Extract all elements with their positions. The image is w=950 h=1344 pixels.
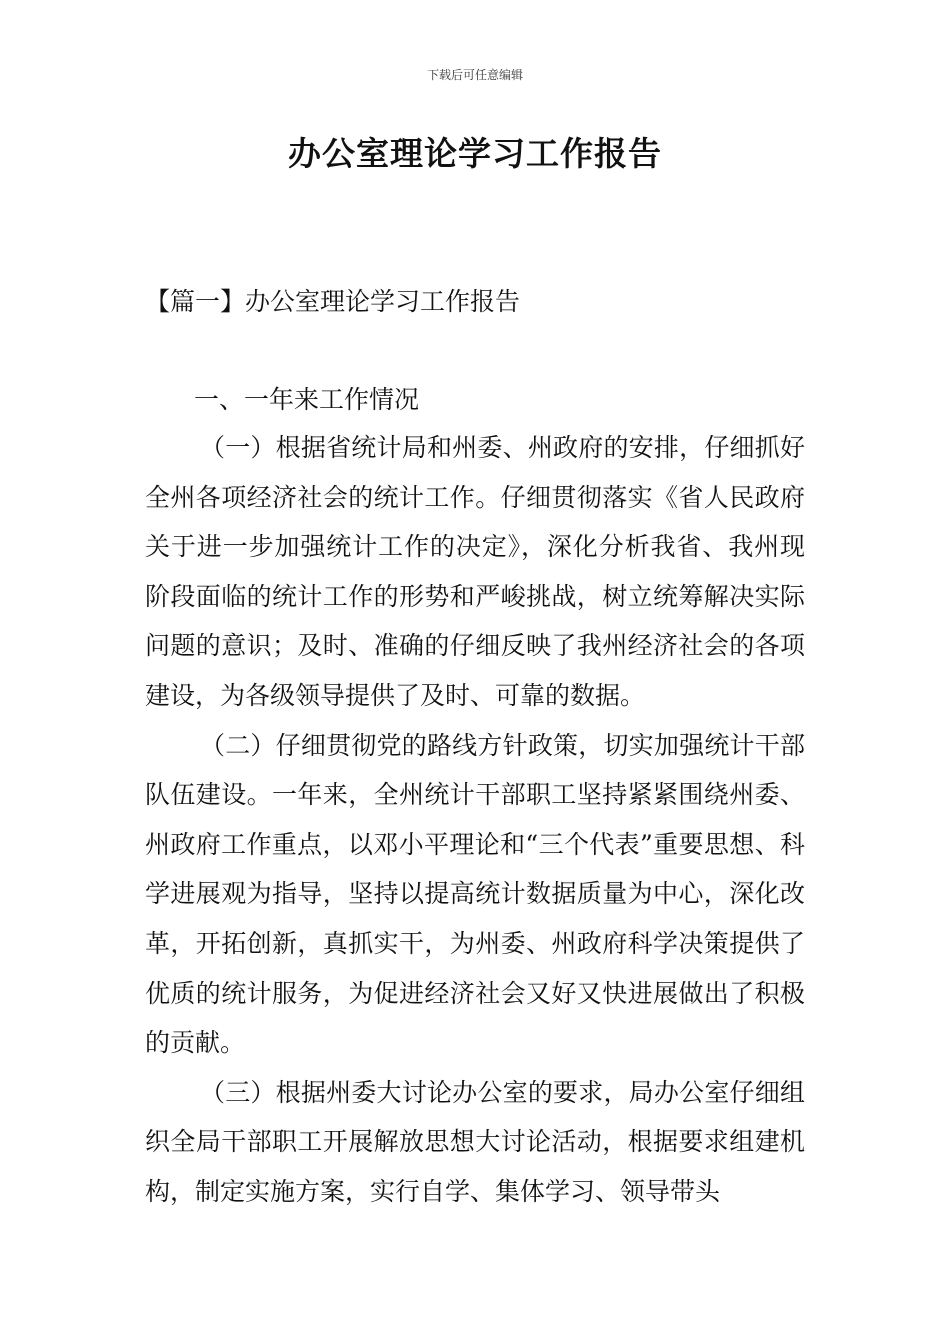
document-title: 办公室理论学习工作报告 [288, 134, 662, 173]
paragraph: （二）仔细贯彻党的路线方针政策，切实加强统计干部队伍建设。一年来，全州统计干部职工坚持紧紧围绕州委、州政府工作重点，以邓小平理论和“三个代表”重要思想、科学进展观为指导，坚持以提高统计数据质量为中心，深化改革，开拓创新，真抓实干，为州委、州政府科学决策提供了优质的统计服务，为促进经济社会又好又快进展做出了积极的贡献。 [145, 730, 805, 1058]
body-text [145, 423, 805, 1217]
paragraph: （一）根据省统计局和州委、州政府的安排，仔细抓好全州各项经济社会的统计工作。仔细贯彻落实《省人民政府关于进一步加强统计工作的决定》，深化分析我省、我州现阶段面临的统计工作的形势和严峻挑战，树立统筹解决实际问题的意识；及时、准确的仔细反映了我州经济社会的各项建设，为各级领导提供了及时、可靠的数据。 [145, 433, 805, 710]
sub-heading: 一、一年来工作情况 [194, 385, 420, 414]
paragraph: （三）根据州委大讨论办公室的要求，局办公室仔细组织全局干部职工开展解放思想大讨论活动，根据要求组建机构，制定实施方案，实行自学、集体学习、领导带头 [145, 1077, 805, 1206]
header-note: 下载后可任意编辑 [426, 68, 523, 82]
section-title: 【篇一】办公室理论学习工作报告 [145, 287, 521, 316]
